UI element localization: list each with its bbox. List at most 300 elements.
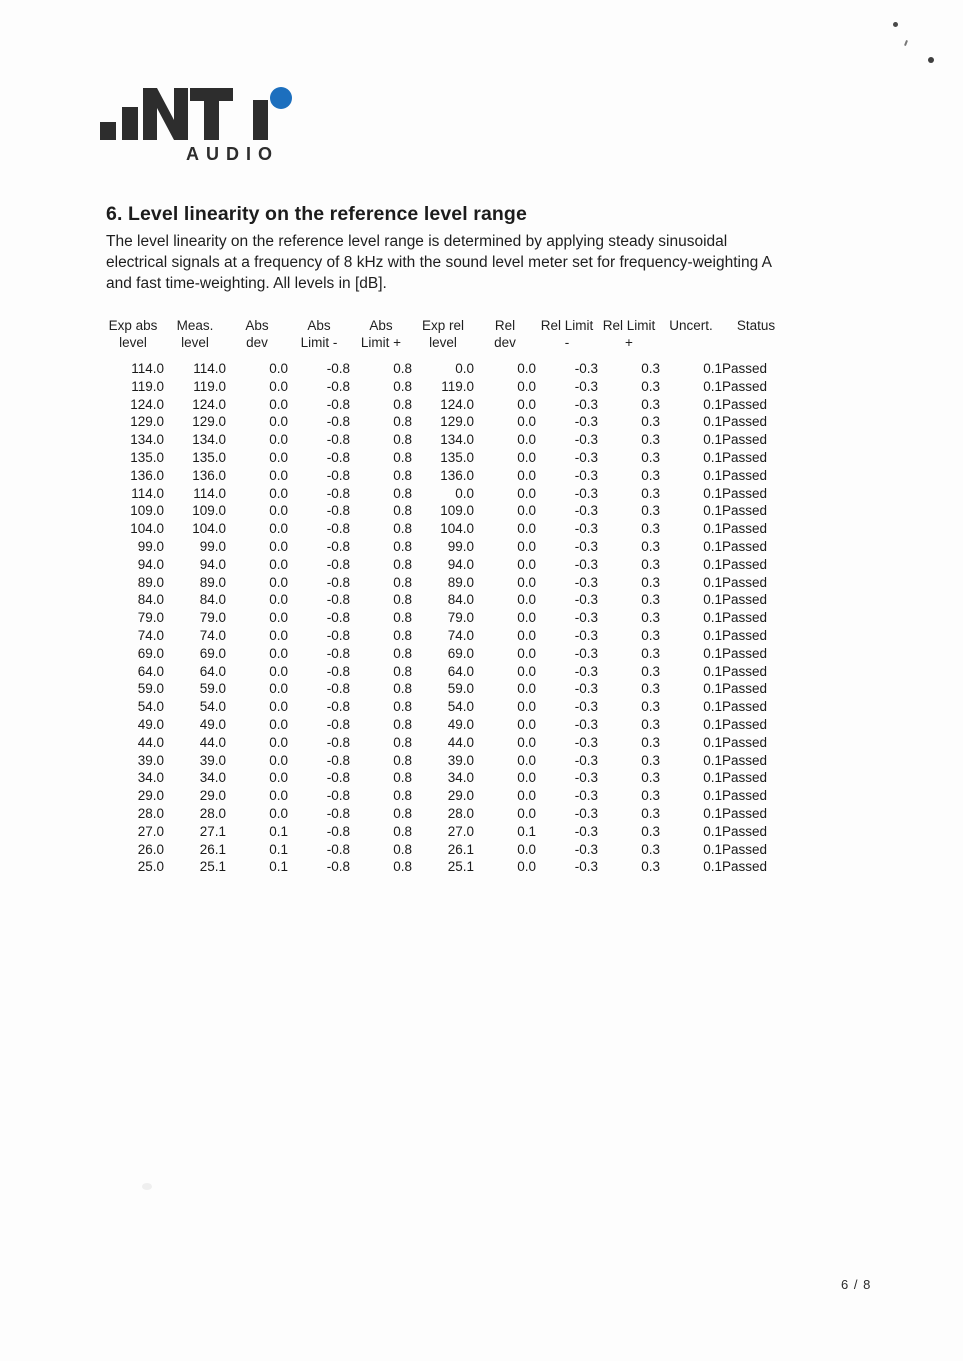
table-cell: 0.3 xyxy=(641,485,660,501)
table-cell: 0.0 xyxy=(517,681,536,697)
table-cell: Passed xyxy=(722,449,768,465)
logo-blue-dot xyxy=(270,87,292,109)
table-cell: -0.3 xyxy=(574,592,598,608)
table-cell: 114.0 xyxy=(193,361,226,376)
table-cell: 64.0 xyxy=(137,663,164,679)
table-cell: 0.0 xyxy=(517,449,536,465)
nti-audio-logo xyxy=(98,87,308,171)
table-cell: 0.8 xyxy=(393,823,412,839)
table-cell: 114.0 xyxy=(193,485,226,501)
table-cell: 119.0 xyxy=(193,378,226,394)
table-row xyxy=(102,716,790,734)
table-cell: -0.3 xyxy=(574,556,598,572)
table-row xyxy=(102,396,790,414)
table-cell: 29.0 xyxy=(199,788,226,804)
table-cell: 0.0 xyxy=(517,538,536,554)
table-cell: 0.8 xyxy=(393,841,412,857)
column-header: Abs Limit - xyxy=(300,318,338,350)
table-cell: 39.0 xyxy=(199,752,226,768)
column-header: Status xyxy=(736,318,776,333)
table-cell: 0.0 xyxy=(517,663,536,679)
table-cell: -0.8 xyxy=(326,485,350,501)
table-cell: 0.8 xyxy=(393,574,412,590)
table-cell: 0.8 xyxy=(393,521,412,537)
table-cell: 0.3 xyxy=(641,592,660,608)
table-row xyxy=(102,858,790,876)
table-cell: 0.0 xyxy=(269,805,288,821)
table-cell: Passed xyxy=(722,538,768,554)
table-cell: 124.0 xyxy=(192,396,226,412)
table-cell: -0.8 xyxy=(326,627,350,643)
table-cell: 99.0 xyxy=(447,538,474,554)
section-paragraph xyxy=(106,231,772,294)
table-cell: Passed xyxy=(722,627,768,643)
table-cell: 0.1 xyxy=(703,414,722,430)
table-row xyxy=(102,378,790,396)
table-header-row xyxy=(102,318,790,360)
table-cell: 0.8 xyxy=(393,663,412,679)
table-cell: 69.0 xyxy=(199,645,226,661)
table-cell: 29.0 xyxy=(447,788,474,804)
table-cell: -0.3 xyxy=(574,574,598,590)
table-cell: 0.1 xyxy=(703,699,722,715)
table-cell: -0.3 xyxy=(574,432,598,448)
table-cell: -0.3 xyxy=(574,485,598,501)
table-cell: -0.3 xyxy=(574,521,598,537)
table-cell: 0.8 xyxy=(393,503,412,519)
table-cell: 0.0 xyxy=(269,396,288,412)
table-cell: 0.1 xyxy=(703,592,722,608)
table-cell: Passed xyxy=(722,378,768,394)
table-row xyxy=(102,449,790,467)
table-cell: 0.0 xyxy=(517,752,536,768)
table-cell: -0.3 xyxy=(574,699,598,715)
table-cell: 0.0 xyxy=(269,752,288,768)
table-cell: 0.8 xyxy=(393,805,412,821)
table-cell: 34.0 xyxy=(199,770,226,786)
table-cell: Passed xyxy=(722,396,768,412)
table-cell: 89.0 xyxy=(447,574,474,590)
table-cell: 0.0 xyxy=(517,788,536,804)
table-cell: 34.0 xyxy=(447,770,474,786)
table-cell: 0.0 xyxy=(269,770,288,786)
table-cell: 0.0 xyxy=(517,556,536,572)
paragraph-line-2: electrical signals at a frequency of 8 kHz with the sound level meter set for frequency-weighting A xyxy=(106,254,772,271)
table-cell: 129.0 xyxy=(440,414,474,430)
table-cell: 28.0 xyxy=(199,805,226,821)
table-cell: -0.8 xyxy=(326,378,350,394)
table-cell: Passed xyxy=(722,805,768,821)
table-cell: 0.3 xyxy=(641,734,660,750)
table-cell: Passed xyxy=(722,823,768,839)
table-cell: 59.0 xyxy=(137,681,164,697)
scan-speck xyxy=(904,40,908,46)
table-cell: 109.0 xyxy=(440,503,474,519)
table-cell: -0.3 xyxy=(574,859,598,875)
nti-logo-graphic xyxy=(98,87,298,143)
table-cell: -0.8 xyxy=(326,681,350,697)
table-cell: 54.0 xyxy=(137,699,164,715)
page-number: 6 / 8 xyxy=(841,1277,872,1292)
table-cell: 0.8 xyxy=(393,449,412,465)
logo-bar-large xyxy=(122,107,138,140)
table-cell: 44.0 xyxy=(137,734,164,750)
table-cell: 0.0 xyxy=(269,699,288,715)
table-cell: 0.1 xyxy=(703,823,722,839)
table-cell: 0.3 xyxy=(641,414,660,430)
table-cell: 74.0 xyxy=(447,627,474,643)
table-cell: 84.0 xyxy=(199,592,226,608)
table-row xyxy=(102,520,790,538)
table-cell: 0.3 xyxy=(641,449,660,465)
table-row xyxy=(102,574,790,592)
table-cell: Passed xyxy=(722,770,768,786)
table-cell: 0.1 xyxy=(703,432,722,448)
table-cell: 0.0 xyxy=(269,414,288,430)
table-cell: 0.8 xyxy=(393,485,412,501)
table-cell: 136.0 xyxy=(130,467,164,483)
table-cell: 0.3 xyxy=(641,503,660,519)
table-cell: Passed xyxy=(722,467,768,483)
table-cell: 0.3 xyxy=(641,681,660,697)
table-cell: 0.8 xyxy=(393,752,412,768)
table-cell: 0.3 xyxy=(641,841,660,857)
level-linearity-table xyxy=(102,318,790,876)
table-cell: 136.0 xyxy=(192,467,226,483)
table-row xyxy=(102,360,790,378)
table-cell: Passed xyxy=(722,645,768,661)
table-cell: 0.0 xyxy=(517,432,536,448)
table-cell: 0.3 xyxy=(641,432,660,448)
table-cell: 0.8 xyxy=(393,734,412,750)
table-cell: Passed xyxy=(722,734,768,750)
table-cell: 0.8 xyxy=(393,414,412,430)
table-cell: -0.3 xyxy=(574,841,598,857)
table-cell: 0.8 xyxy=(393,467,412,483)
table-cell: 0.3 xyxy=(641,859,660,875)
table-cell: 54.0 xyxy=(199,699,226,715)
table-cell: -0.8 xyxy=(326,556,350,572)
column-header: Uncert. xyxy=(669,318,713,333)
table-cell: 0.0 xyxy=(517,805,536,821)
table-cell: 94.0 xyxy=(447,556,474,572)
table-cell: 99.0 xyxy=(137,538,164,554)
table-cell: -0.3 xyxy=(574,716,598,732)
table-cell: 0.1 xyxy=(703,610,722,626)
table-cell: 0.0 xyxy=(517,414,536,430)
table-cell: 64.0 xyxy=(199,663,226,679)
table-cell: 0.3 xyxy=(641,627,660,643)
table-cell: 0.8 xyxy=(393,699,412,715)
table-cell: 0.8 xyxy=(393,432,412,448)
table-cell: 0.0 xyxy=(517,592,536,608)
table-cell: -0.8 xyxy=(326,663,350,679)
table-cell: -0.8 xyxy=(326,610,350,626)
table-cell: -0.3 xyxy=(574,681,598,697)
table-cell: 0.0 xyxy=(517,859,536,875)
scan-smudge xyxy=(142,1183,152,1190)
table-cell: Passed xyxy=(722,663,768,679)
table-cell: 0.8 xyxy=(393,610,412,626)
table-cell: 0.0 xyxy=(269,627,288,643)
table-cell: 0.0 xyxy=(269,378,288,394)
table-cell: 74.0 xyxy=(137,627,164,643)
table-cell: 34.0 xyxy=(137,770,164,786)
table-cell: 0.0 xyxy=(269,361,288,376)
table-row xyxy=(102,502,790,520)
table-cell: -0.8 xyxy=(326,396,350,412)
table-cell: 0.0 xyxy=(517,467,536,483)
table-cell: 69.0 xyxy=(137,645,164,661)
table-cell: 0.0 xyxy=(517,841,536,857)
table-cell: -0.8 xyxy=(326,503,350,519)
table-row xyxy=(102,431,790,449)
table-cell: 0.8 xyxy=(393,859,412,875)
table-cell: 124.0 xyxy=(130,396,164,412)
table-cell: 0.8 xyxy=(393,770,412,786)
table-cell: -0.3 xyxy=(574,414,598,430)
table-cell: -0.8 xyxy=(326,859,350,875)
paragraph-line-1: The level linearity on the reference level range is determined by applying steady sinusoidal xyxy=(106,233,728,250)
table-cell: -0.3 xyxy=(574,610,598,626)
table-cell: -0.8 xyxy=(326,467,350,483)
table-cell: 94.0 xyxy=(199,556,226,572)
column-header: Abs Limit + xyxy=(360,318,402,350)
table-cell: 0.3 xyxy=(641,645,660,661)
table-cell: 129.0 xyxy=(130,414,164,430)
table-cell: 0.3 xyxy=(641,610,660,626)
table-cell: 0.0 xyxy=(269,592,288,608)
table-cell: -0.3 xyxy=(574,788,598,804)
table-cell: 0.0 xyxy=(269,503,288,519)
table-row xyxy=(102,734,790,752)
table-cell: 27.1 xyxy=(199,823,226,839)
table-cell: Passed xyxy=(722,699,768,715)
table-row xyxy=(102,627,790,645)
table-cell: 119.0 xyxy=(131,378,164,394)
table-cell: 0.3 xyxy=(641,788,660,804)
table-cell: -0.3 xyxy=(574,467,598,483)
table-row xyxy=(102,680,790,698)
table-cell: 0.0 xyxy=(269,538,288,554)
table-cell: 0.1 xyxy=(703,681,722,697)
section-title: 6. Level linearity on the reference level range xyxy=(106,203,527,225)
table-cell: Passed xyxy=(722,610,768,626)
table-row xyxy=(102,538,790,556)
table-cell: Passed xyxy=(722,521,768,537)
table-cell: 0.1 xyxy=(703,734,722,750)
table-cell: 0.8 xyxy=(393,361,412,376)
column-header: Meas. level xyxy=(176,318,214,350)
table-cell: Passed xyxy=(722,592,768,608)
table-cell: -0.3 xyxy=(574,396,598,412)
table-cell: 0.1 xyxy=(703,859,722,875)
table-cell: Passed xyxy=(722,841,768,857)
logo-letter-i-stem xyxy=(253,100,268,140)
table-cell: Passed xyxy=(722,752,768,768)
table-cell: 0.8 xyxy=(393,556,412,572)
table-cell: 0.0 xyxy=(269,467,288,483)
table-cell: 134.0 xyxy=(192,432,226,448)
table-cell: 0.0 xyxy=(517,361,536,376)
table-cell: 94.0 xyxy=(137,556,164,572)
table-cell: 0.0 xyxy=(517,699,536,715)
table-cell: -0.3 xyxy=(574,378,598,394)
table-cell: 0.0 xyxy=(455,361,474,376)
table-cell: 49.0 xyxy=(199,716,226,732)
table-cell: -0.8 xyxy=(326,432,350,448)
table-cell: 114.0 xyxy=(131,361,164,376)
table-cell: 0.3 xyxy=(641,361,660,376)
table-cell: 0.0 xyxy=(517,770,536,786)
table-row xyxy=(102,805,790,823)
table-cell: 0.1 xyxy=(703,378,722,394)
table-cell: Passed xyxy=(722,574,768,590)
table-cell: 64.0 xyxy=(447,663,474,679)
logo-audio-text: AUDIO xyxy=(186,144,279,164)
table-cell: 0.3 xyxy=(641,556,660,572)
table-cell: Passed xyxy=(722,432,768,448)
table-cell: 25.0 xyxy=(137,859,164,875)
table-cell: 0.3 xyxy=(641,538,660,554)
table-cell: -0.3 xyxy=(574,645,598,661)
table-cell: 0.1 xyxy=(703,663,722,679)
table-cell: Passed xyxy=(722,361,768,376)
table-cell: 79.0 xyxy=(137,610,164,626)
table-cell: 135.0 xyxy=(130,449,164,465)
table-cell: 0.0 xyxy=(517,574,536,590)
table-cell: 25.1 xyxy=(447,859,474,875)
table-cell: 0.1 xyxy=(269,859,288,875)
table-cell: 0.3 xyxy=(641,752,660,768)
table-cell: 0.3 xyxy=(641,699,660,715)
table-cell: 26.1 xyxy=(447,841,474,857)
table-cell: -0.8 xyxy=(326,645,350,661)
table-cell: 44.0 xyxy=(199,734,226,750)
table-cell: -0.3 xyxy=(574,627,598,643)
table-cell: 0.0 xyxy=(269,556,288,572)
table-cell: 0.0 xyxy=(269,681,288,697)
table-cell: 0.1 xyxy=(703,645,722,661)
table-cell: 99.0 xyxy=(199,538,226,554)
table-cell: 0.3 xyxy=(641,770,660,786)
table-cell: 0.8 xyxy=(393,627,412,643)
table-row xyxy=(102,698,790,716)
table-cell: -0.8 xyxy=(326,574,350,590)
table-cell: 0.1 xyxy=(517,823,536,839)
table-cell: 0.1 xyxy=(703,788,722,804)
table-cell: 0.3 xyxy=(641,805,660,821)
table-cell: 124.0 xyxy=(440,396,474,412)
column-header: Rel Limit + xyxy=(602,318,656,350)
table-row xyxy=(102,467,790,485)
table-cell: 0.8 xyxy=(393,681,412,697)
table-cell: -0.3 xyxy=(574,449,598,465)
table-cell: 0.3 xyxy=(641,574,660,590)
table-cell: 28.0 xyxy=(447,805,474,821)
table-cell: -0.8 xyxy=(326,592,350,608)
table-cell: 54.0 xyxy=(447,699,474,715)
table-cell: -0.8 xyxy=(326,788,350,804)
table-row xyxy=(102,556,790,574)
table-cell: 0.1 xyxy=(269,841,288,857)
table-cell: 44.0 xyxy=(447,734,474,750)
logo-bar-small xyxy=(100,122,116,140)
table-cell: -0.3 xyxy=(574,752,598,768)
table-cell: -0.3 xyxy=(574,663,598,679)
table-cell: 0.1 xyxy=(703,574,722,590)
table-cell: 109.0 xyxy=(192,503,226,519)
column-header: Exp abs level xyxy=(108,318,158,350)
table-cell: 0.0 xyxy=(517,503,536,519)
table-cell: 39.0 xyxy=(137,752,164,768)
table-cell: 0.1 xyxy=(703,396,722,412)
table-cell: 26.1 xyxy=(199,841,226,857)
table-cell: -0.3 xyxy=(574,538,598,554)
table-cell: 0.1 xyxy=(703,627,722,643)
table-cell: 0.1 xyxy=(703,467,722,483)
table-cell: 0.3 xyxy=(641,378,660,394)
logo-letter-n xyxy=(143,88,188,140)
table-cell: 0.0 xyxy=(517,396,536,412)
table-cell: -0.3 xyxy=(574,823,598,839)
table-row xyxy=(102,485,790,503)
table-cell: 0.1 xyxy=(703,485,722,501)
table-cell: 0.1 xyxy=(703,503,722,519)
table-cell: 0.0 xyxy=(517,521,536,537)
table-cell: 0.8 xyxy=(393,592,412,608)
table-cell: Passed xyxy=(722,556,768,572)
paragraph-line-3: and fast time-weighting. All levels in [dB]. xyxy=(106,275,387,292)
table-cell: 0.3 xyxy=(641,823,660,839)
table-cell: 0.8 xyxy=(393,378,412,394)
table-cell: 0.1 xyxy=(703,752,722,768)
table-cell: -0.8 xyxy=(326,805,350,821)
table-cell: -0.8 xyxy=(326,823,350,839)
table-cell: 84.0 xyxy=(137,592,164,608)
table-cell: Passed xyxy=(722,503,768,519)
logo-letter-t xyxy=(190,88,233,140)
table-cell: 0.1 xyxy=(269,823,288,839)
table-cell: Passed xyxy=(722,859,768,875)
table-cell: 0.1 xyxy=(703,556,722,572)
table-cell: 0.3 xyxy=(641,467,660,483)
table-cell: 0.8 xyxy=(393,788,412,804)
table-cell: 79.0 xyxy=(447,610,474,626)
table-cell: 0.8 xyxy=(393,538,412,554)
table-cell: 136.0 xyxy=(440,467,474,483)
table-cell: 0.0 xyxy=(269,716,288,732)
table-row xyxy=(102,752,790,770)
table-cell: 29.0 xyxy=(137,788,164,804)
table-cell: -0.8 xyxy=(326,841,350,857)
table-cell: -0.3 xyxy=(574,361,598,376)
table-cell: -0.8 xyxy=(326,449,350,465)
table-cell: -0.3 xyxy=(574,503,598,519)
table-cell: 0.0 xyxy=(517,734,536,750)
table-cell: 0.1 xyxy=(703,805,722,821)
table-row xyxy=(102,841,790,859)
table-cell: 104.0 xyxy=(440,521,474,537)
table-cell: -0.8 xyxy=(326,361,350,376)
table-cell: 84.0 xyxy=(447,592,474,608)
table-cell: 69.0 xyxy=(447,645,474,661)
table-cell: 134.0 xyxy=(130,432,164,448)
table-cell: 0.0 xyxy=(517,610,536,626)
table-cell: 0.0 xyxy=(269,485,288,501)
table-cell: 27.0 xyxy=(137,823,164,839)
table-cell: 0.0 xyxy=(455,485,474,501)
